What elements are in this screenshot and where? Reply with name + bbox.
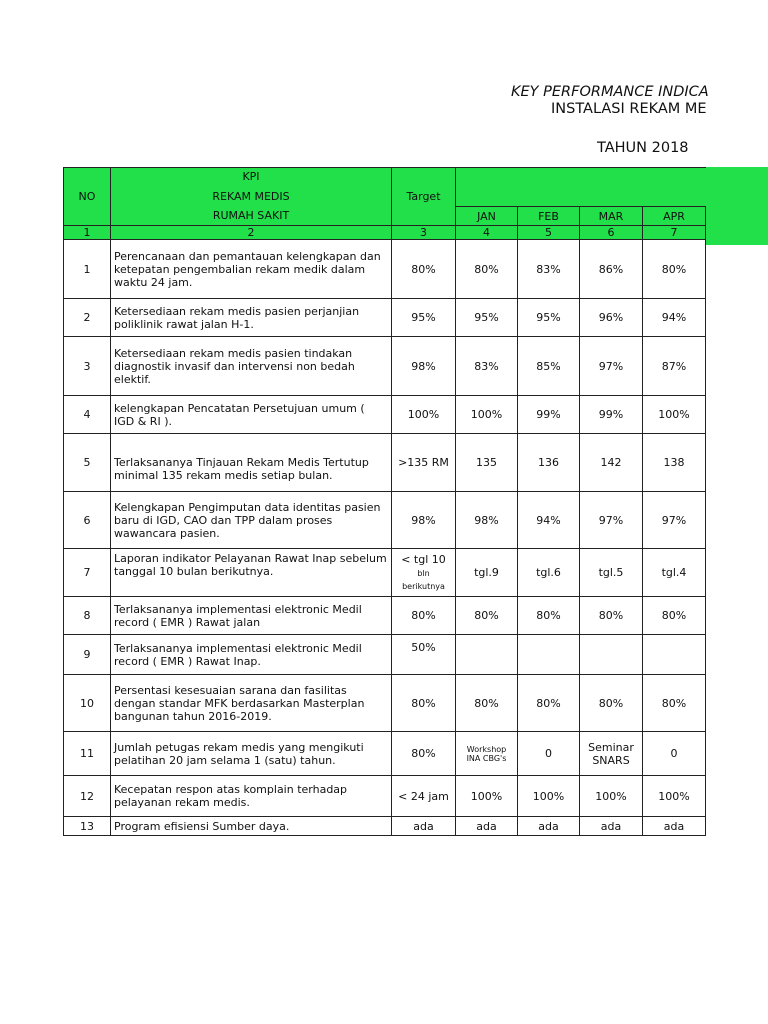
row-no: 1 [64,240,111,299]
row-mar: 80% [580,597,643,635]
row-apr: 80% [643,675,706,732]
row-kpi: Persentasi kesesuaian sarana dan fasilitas dengan standar MFK berdasarkan Masterplan bangunan tahun 2016-2019. [111,675,392,732]
row-feb: 80% [518,675,580,732]
index-cell: 2 [111,226,392,240]
table-row [64,434,706,492]
row-jan [456,732,518,776]
row-jan [456,635,518,675]
row-kpi: Laporan indikator Pelayanan Rawat Inap sebelum tanggal 10 bulan berikutnya. [111,549,392,597]
row-jan: 98% [456,492,518,549]
row-mar: 97% [580,492,643,549]
table-row [64,337,706,396]
row-kpi: Program efisiensi Sumber daya. [111,817,392,836]
row-target: 80% [392,240,456,299]
table-row [64,299,706,337]
row-mar: 100% [580,776,643,817]
row-apr [643,635,706,675]
row-apr: tgl.4 [643,549,706,597]
row-feb: 83% [518,240,580,299]
row-no: 10 [64,675,111,732]
header-no: NO [64,168,111,226]
row-no: 12 [64,776,111,817]
header-kpi-line2: REKAM MEDIS [111,186,392,207]
row-target: 80% [392,597,456,635]
report-year: TAHUN 2018 [597,140,689,156]
row-target: ada [392,817,456,836]
row-no: 3 [64,337,111,396]
row-feb: 80% [518,597,580,635]
target-small-bln: bln [417,569,430,578]
row-kpi: Terlaksananya implementasi elektronic Medil record ( EMR ) Rawat Inap. [111,635,392,675]
table-row [64,597,706,635]
row-kpi: Terlaksananya implementasi elektronic Medil record ( EMR ) Rawat jalan [111,597,392,635]
target-small-berikutnya: berikutnya [402,582,445,591]
table-row [64,492,706,549]
index-cell: 3 [392,226,456,240]
row-mar: 96% [580,299,643,337]
row-kpi: Kecepatan respon atas komplain terhadap pelayanan rekam medis. [111,776,392,817]
row-kpi: Perencanaan dan pemantauan kelengkapan dan ketepatan pengembalian rekam medik dalam waktu 24 jam. [111,240,392,299]
table-row [64,635,706,675]
row-target: 80% [392,675,456,732]
row-jan: ada [456,817,518,836]
table-row [64,675,706,732]
kpi-table [63,167,706,836]
row-target: 50% [392,635,456,675]
mar-training-line1: Seminar [588,740,634,754]
row-target: 100% [392,396,456,434]
row-apr: 94% [643,299,706,337]
row-feb: 94% [518,492,580,549]
row-apr: 138 [643,434,706,492]
index-cell: 1 [64,226,111,240]
row-feb: tgl.6 [518,549,580,597]
row-target: >135 RM [392,434,456,492]
row-feb: 95% [518,299,580,337]
row-feb: 85% [518,337,580,396]
row-jan: 83% [456,337,518,396]
header-month-jan: JAN [456,207,518,226]
row-no: 4 [64,396,111,434]
report-title: KEY PERFORMANCE INDICA [511,84,709,100]
row-apr: 97% [643,492,706,549]
row-target [392,549,456,597]
table-row [64,549,706,597]
row-jan: 135 [456,434,518,492]
row-kpi: Ketersediaan rekam medis pasien perjanjian poliklinik rawat jalan H-1. [111,299,392,337]
table-row [64,732,706,776]
row-no: 2 [64,299,111,337]
row-apr: ada [643,817,706,836]
row-target: 98% [392,337,456,396]
header-kpi-line3: RUMAH SAKIT [111,207,392,226]
jan-training-line2: INA CBG's [466,753,507,763]
table-row [64,776,706,817]
row-mar: tgl.5 [580,549,643,597]
row-mar: 80% [580,675,643,732]
row-no: 8 [64,597,111,635]
row-kpi: Terlaksananya Tinjauan Rekam Medis Tertutup minimal 135 rekam medis setiap bulan. [111,434,392,492]
row-jan: 100% [456,396,518,434]
row-mar: 99% [580,396,643,434]
row-kpi: Kelengkapan Pengimputan data identitas pasien baru di IGD, CAO dan TPP dalam proses wawancara pasien. [111,492,392,549]
row-apr: 100% [643,396,706,434]
row-mar [580,635,643,675]
index-cell: 7 [643,226,706,240]
row-apr: 87% [643,337,706,396]
row-feb: 136 [518,434,580,492]
table-row [64,396,706,434]
row-kpi: Ketersediaan rekam medis pasien tindakan diagnostik invasif dan intervensi non bedah elektif. [111,337,392,396]
row-kpi: kelengkapan Pencatatan Persetujuan umum ( IGD & RI ). [111,396,392,434]
row-jan: 80% [456,240,518,299]
index-cell: 6 [580,226,643,240]
row-feb [518,635,580,675]
row-apr: 100% [643,776,706,817]
row-apr: 0 [643,732,706,776]
row-kpi: Jumlah petugas rekam medis yang mengikuti pelatihan 20 jam selama 1 (satu) tahun. [111,732,392,776]
row-jan: 95% [456,299,518,337]
mar-training-line2: SNARS [592,753,630,767]
row-no: 13 [64,817,111,836]
row-apr: 80% [643,240,706,299]
row-jan: 80% [456,597,518,635]
row-mar: ada [580,817,643,836]
row-target: 95% [392,299,456,337]
header-month-feb: FEB [518,207,580,226]
header-month-apr: APR [643,207,706,226]
row-target: 98% [392,492,456,549]
row-mar: 86% [580,240,643,299]
index-cell: 5 [518,226,580,240]
row-feb: 0 [518,732,580,776]
row-no: 6 [64,492,111,549]
report-subtitle: INSTALASI REKAM ME [551,101,707,117]
row-jan: 100% [456,776,518,817]
header-months-group [456,168,706,186]
target-main: < tgl 10 [401,553,446,566]
row-target: < 24 jam [392,776,456,817]
row-jan: tgl.9 [456,549,518,597]
index-cell: 4 [456,226,518,240]
jan-training-line1: Workshop [466,744,507,754]
header-kpi-line1: KPI [111,168,392,186]
header-fill-overflow [705,167,768,245]
header-month-mar: MAR [580,207,643,226]
row-target: 80% [392,732,456,776]
row-mar [580,732,643,776]
row-no: 5 [64,434,111,492]
table-row [64,817,706,836]
row-no: 11 [64,732,111,776]
row-no: 7 [64,549,111,597]
header-target: Target [392,168,456,226]
row-apr: 80% [643,597,706,635]
row-feb: ada [518,817,580,836]
row-no: 9 [64,635,111,675]
row-mar: 142 [580,434,643,492]
row-feb: 100% [518,776,580,817]
header-months-blank [456,186,706,207]
row-jan: 80% [456,675,518,732]
row-mar: 97% [580,337,643,396]
row-feb: 99% [518,396,580,434]
table-row [64,240,706,299]
